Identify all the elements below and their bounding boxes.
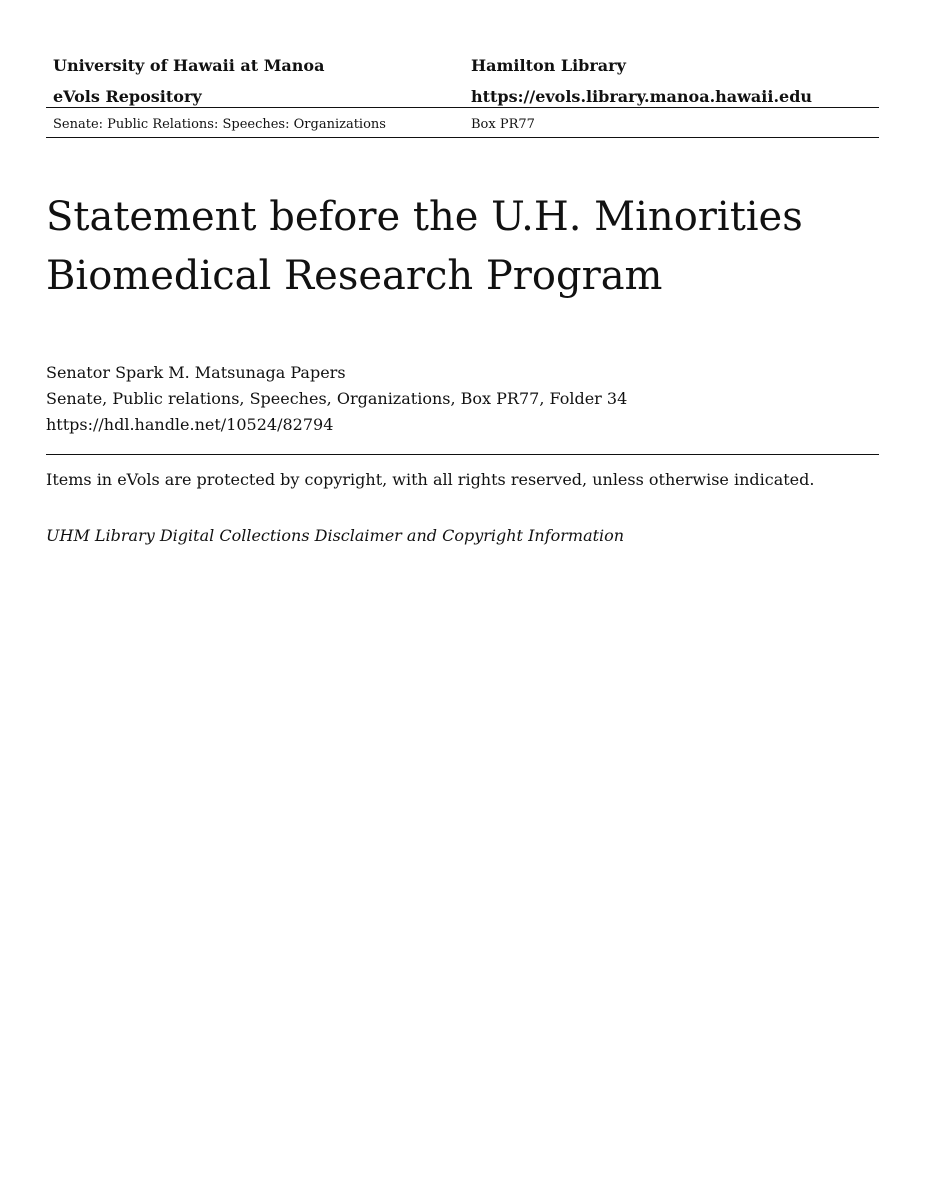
document-title: Statement before the U.H. Minorities Biomedical Research Program — [46, 194, 803, 299]
item-details — [46, 360, 879, 438]
repository-url-link[interactable]: https://evols.library.manoa.hawaii.edu — [471, 87, 813, 106]
collection-path: Senate: Public Relations: Speeches: Organizations — [53, 117, 386, 132]
header-row-1 — [46, 50, 879, 81]
meta-row — [46, 112, 879, 138]
disclaimer-link[interactable]: UHM Library Digital Collections Disclaimer and Copyright Information — [46, 526, 625, 545]
details-divider — [46, 454, 879, 455]
folder-location: Senate, Public relations, Speeches, Organizations, Box PR77, Folder 34 — [46, 389, 628, 408]
copyright-notice: Items in eVols are protected by copyright, with all rights reserved, unless otherwise indicated. — [46, 470, 815, 489]
meta-divider — [46, 137, 879, 138]
handle-link[interactable]: https://hdl.handle.net/10524/82794 — [46, 415, 334, 434]
header-divider — [46, 107, 879, 108]
library-name: Hamilton Library — [471, 56, 626, 75]
institution-name: University of Hawaii at Manoa — [53, 56, 325, 75]
box-label: Box PR77 — [471, 117, 535, 132]
repository-name: eVols Repository — [53, 87, 202, 106]
papers-collection: Senator Spark M. Matsunaga Papers — [46, 363, 346, 382]
